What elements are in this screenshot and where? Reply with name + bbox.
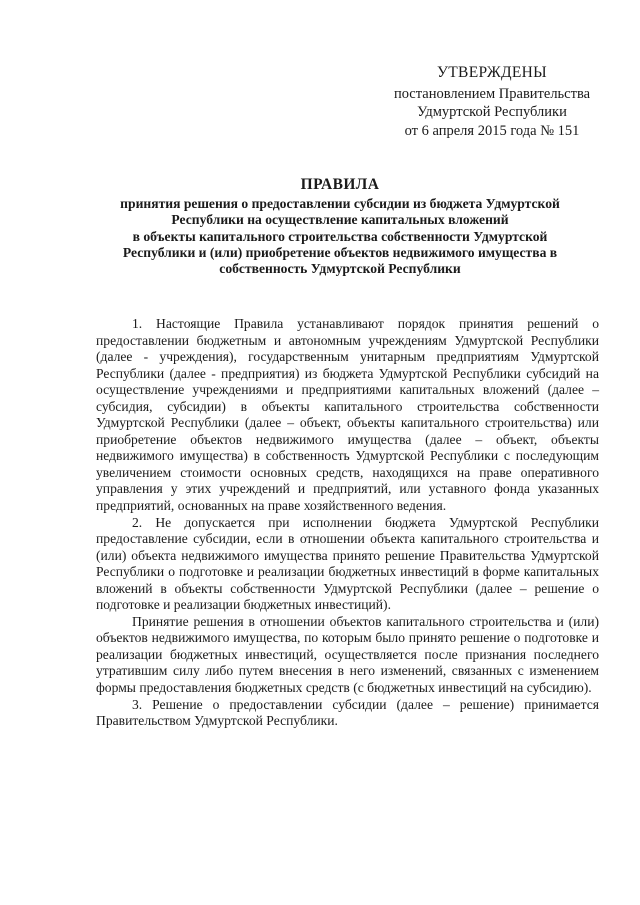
document-body <box>96 316 599 730</box>
subtitle-line: Республики на осуществление капитальных вложений <box>171 212 509 228</box>
approval-heading: УТВЕРЖДЕНЫ <box>437 64 547 81</box>
paragraph-3: 3. Решение о предоставлении субсидии (далее – решение) принимается Правительством Удмуртской Республики. <box>96 696 599 729</box>
paragraph-2: 2. Не допускается при исполнении бюджета Удмуртской Республики предоставление субсидии, если в отношении объекта капитального строительства и (или) объекта недвижимого имущества принято решение Правительства Удмуртской Республики о подготовке и реализации бюджетных инвестиций в форме капитальных вложений в объекты собственности Удмуртской Республики (далее – решение о подготовке и реализации бюджетных инвестиций). <box>96 514 599 613</box>
approval-line-3: от 6 апреля 2015 года № 151 <box>404 122 580 139</box>
approval-stamp <box>372 64 612 140</box>
paragraph-1: 1. Настоящие Правила устанавливают порядок принятия решений о предоставлении бюджетным и автономным учреждениям Удмуртской Республики (далее - учреждения), государственным унитарным предприятиям Удмуртской Республики (далее - предприятия) из бюджета Удмуртской Республики субсидий на осуществление учреждениями и предприятиями капитальных вложений (далее – субсидия, субсидии) в объекты капитального строительства собственности Удмуртской Республики (далее – объект, объекты капитального строительства) или приобретение объектов недвижимого имущества (далее – объект, объекты недвижимого имущества) в собственность Удмуртской Республики с последующим увеличением стоимости основных средств, находящихся на праве оперативного управления у этих учреждений и предприятий, или уставного фонда указанных предприятий, основанных на праве хозяйственного ведения. <box>96 316 599 514</box>
subtitle-line: в объекты капитального строительства собственности Удмуртской <box>132 228 548 244</box>
document-subtitle <box>70 196 610 277</box>
subtitle-line: Республики и (или) приобретение объектов недвижимого имущества в <box>122 244 558 260</box>
subtitle-line: собственность Удмуртской Республики <box>219 261 461 277</box>
approval-line-2: Удмуртской Республики <box>417 104 567 120</box>
paragraph-2-continuation: Принятие решения в отношении объектов капитального строительства и (или) объектов недвижимого имущества, по которым было принято решение о подготовке и реализации бюджетных инвестиций, осуществляется после признания последнего утратившим силу либо путем внесения в него изменений, связанных с изменением формы предоставления бюджетных средств (с бюджетных инвестиций на субсидию). <box>96 613 599 696</box>
approval-line-1: постановлением Правительства <box>393 85 591 102</box>
document-title: ПРАВИЛА <box>300 176 380 193</box>
subtitle-line: принятия решения о предоставлении субсидии из бюджета Удмуртской <box>120 196 560 211</box>
